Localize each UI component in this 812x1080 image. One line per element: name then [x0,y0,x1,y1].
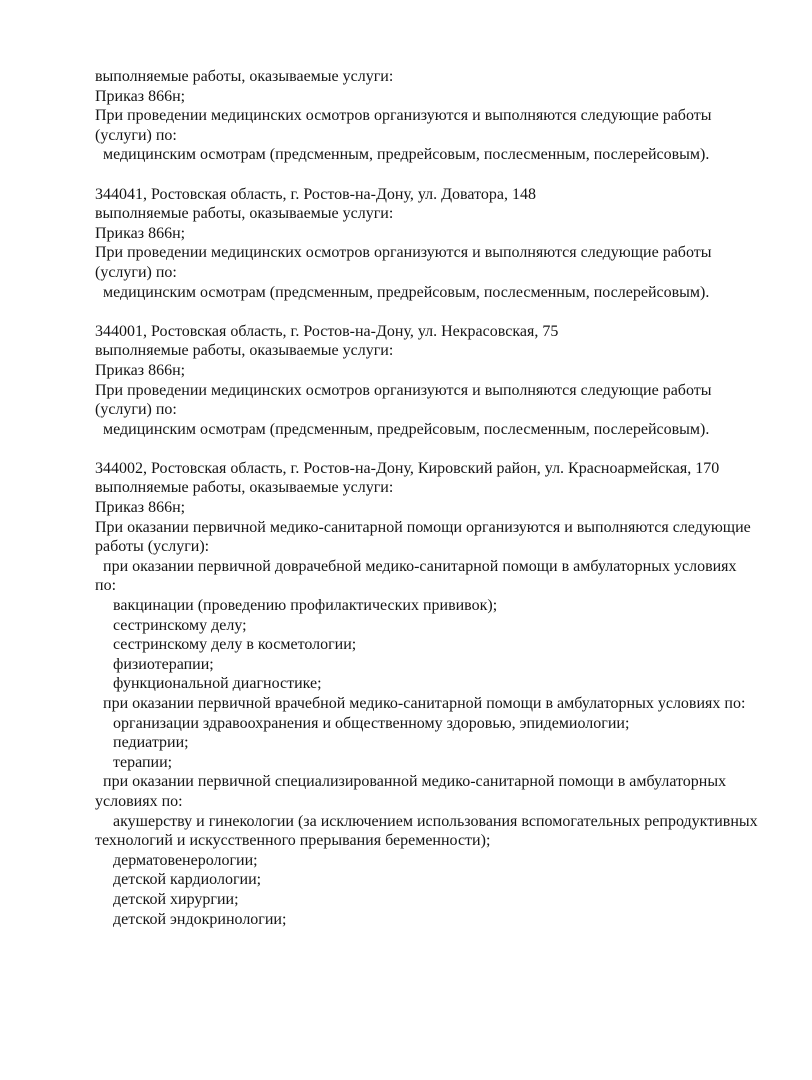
address-line: 344041, Ростовская область, г. Ростов-на-Дону, ул. Доватора, 148 [95,185,536,203]
service-item: акушерству и гинекологии (за исключением использования вспомогательных репродуктивных [113,812,758,830]
service-item: вакцинации (проведению профилактических прививок); [113,597,498,615]
text-line: по: [95,577,117,595]
works-services-heading: выполняемые работы, оказываемые услуги: [95,342,394,360]
service-item: функциональной диагностике; [113,675,322,693]
text-line: при оказании первичной врачебной медико-санитарной помощи в амбулаторных условиях по: [103,695,746,712]
works-services-heading: выполняемые работы, оказываемые услуги: [95,479,394,497]
text-line: (услуги) по: [95,263,177,281]
section-address-344041 [95,185,792,303]
service-item: физиотерапии; [113,655,214,673]
order-reference: Приказ 866н; [95,224,186,242]
section-intro [95,67,792,165]
text-line: работы (услуги): [95,538,210,556]
order-reference: Приказ 866н; [95,499,186,517]
address-line: 344001, Ростовская область, г. Ростов-на-Дону, ул. Некрасовская, 75 [95,322,559,340]
section-address-344002 [95,459,792,929]
service-item: терапии; [113,753,173,771]
text-line: При оказании первичной медико-санитарной помощи организуются и выполняются следующие [95,518,751,536]
service-item: детской кардиологии; [113,871,262,889]
works-services-heading: выполняемые работы, оказываемые услуги: [95,68,394,85]
service-item: организации здравоохранения и общественному здоровью, эпидемиологии; [113,714,630,732]
text-line: условиях по: [95,792,183,810]
text-line: при оказании первичной доврачебной медико-санитарной помощи в амбулаторных условиях [103,557,737,575]
service-item: детской хирургии; [113,890,239,908]
section-address-344001 [95,322,792,440]
document-body [95,67,792,929]
works-services-heading: выполняемые работы, оказываемые услуги: [95,205,394,223]
text-line: при оказании первичной специализированной медико-санитарной помощи в амбулаторных [103,773,727,791]
service-item: сестринскому делу в косметологии; [113,636,357,654]
order-reference: Приказ 866н; [95,87,186,105]
text-line: При проведении медицинских осмотров организуются и выполняются следующие работы [95,107,712,125]
text-line: технологий и искусственного прерывания беременности); [95,832,491,850]
service-item: медицинским осмотрам (предсменным, предрейсовым, послесменным, послерейсовым). [103,420,710,438]
text-line: (услуги) по: [95,401,177,419]
service-item: детской эндокринологии; [113,910,287,928]
service-item: медицинским осмотрам (предсменным, предрейсовым, послесменным, послерейсовым). [103,146,710,164]
service-item: медицинским осмотрам (предсменным, предрейсовым, послесменным, послерейсовым). [103,283,710,301]
service-item: педиатрии; [113,734,189,752]
order-reference: Приказ 866н; [95,361,186,379]
text-line: (услуги) по: [95,126,177,144]
address-line: 344002, Ростовская область, г. Ростов-на-Дону, Кировский район, ул. Красноармейская, 170 [95,459,720,477]
text-line: При проведении медицинских осмотров организуются и выполняются следующие работы [95,244,712,262]
text-line: При проведении медицинских осмотров организуются и выполняются следующие работы [95,381,712,399]
service-item: дерматовенерологии; [113,851,258,869]
service-item: сестринскому делу; [113,616,247,634]
